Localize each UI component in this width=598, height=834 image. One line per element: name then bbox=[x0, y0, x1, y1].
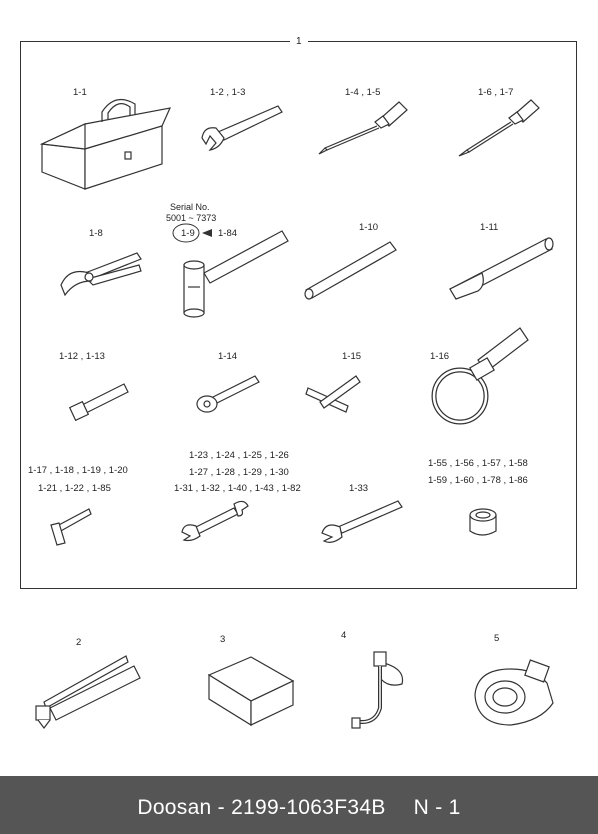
document-code: Doosan - 2199-1063F34B bbox=[137, 796, 386, 819]
footer-bar bbox=[0, 776, 598, 834]
serial-title: Serial No. bbox=[170, 202, 210, 212]
label-hammer: 1-84 bbox=[218, 228, 238, 239]
label-extension: 1-12 , 1-13 bbox=[59, 351, 105, 362]
label-spanner-3: 1-31 , 1-32 , 1-40 , 1-43 , 1-82 bbox=[174, 483, 301, 494]
box-icon bbox=[205, 655, 300, 727]
extension-bar-icon bbox=[68, 380, 133, 425]
frame-label: 1 bbox=[290, 36, 308, 47]
single-spanner-icon bbox=[318, 497, 408, 547]
label-adjustable-wrench: 1-2 , 1-3 bbox=[210, 87, 246, 98]
label-single-spanner: 1-33 bbox=[349, 483, 369, 494]
grease-gun-icon bbox=[30, 652, 145, 737]
ratchet-icon bbox=[195, 372, 265, 422]
label-toolbox: 1-1 bbox=[73, 87, 87, 98]
label-hex-key-1: 1-17 , 1-18 , 1-19 , 1-20 bbox=[28, 465, 128, 476]
label-bar: 1-10 bbox=[359, 222, 379, 233]
bar-icon bbox=[300, 238, 400, 303]
hose-icon bbox=[338, 648, 413, 736]
label-hammer-from: 1-9 bbox=[181, 228, 195, 239]
hex-key-icon bbox=[45, 505, 95, 550]
label-hex-key-2: 1-21 , 1-22 , 1-85 bbox=[38, 483, 111, 494]
screwdriver-phillips-icon bbox=[455, 98, 550, 158]
hammer-icon bbox=[178, 225, 293, 320]
label-spanner-2: 1-27 , 1-28 , 1-29 , 1-30 bbox=[189, 467, 289, 478]
label-filter-wrench: 1-16 bbox=[430, 351, 450, 362]
label-pipe: 1-11 bbox=[480, 222, 499, 233]
toolbox-icon bbox=[40, 84, 175, 194]
label-grease-gun: 2 bbox=[76, 637, 82, 648]
page-number: N - 1 bbox=[413, 796, 461, 819]
label-spanner-1: 1-23 , 1-24 , 1-25 , 1-26 bbox=[189, 450, 289, 461]
adjustable-wrench-icon bbox=[198, 100, 288, 160]
label-screwdriver-phillips: 1-6 , 1-7 bbox=[478, 87, 514, 98]
pliers-icon bbox=[55, 245, 150, 305]
footer-text bbox=[0, 796, 598, 820]
label-pliers: 1-8 bbox=[89, 228, 103, 239]
label-ratchet: 1-14 bbox=[218, 351, 238, 362]
label-screwdriver-flat: 1-4 , 1-5 bbox=[345, 87, 381, 98]
label-socket-2: 1-59 , 1-60 , 1-78 , 1-86 bbox=[428, 475, 528, 486]
label-ring-adapter: 5 bbox=[494, 633, 500, 644]
label-socket-1: 1-55 , 1-56 , 1-57 , 1-58 bbox=[428, 458, 528, 469]
pipe-icon bbox=[442, 233, 557, 303]
screwdriver-flat-icon bbox=[315, 98, 410, 158]
label-t-wrench: 1-15 bbox=[342, 351, 362, 362]
label-hose: 4 bbox=[341, 630, 347, 641]
t-wrench-icon bbox=[300, 372, 370, 422]
double-spanner-icon bbox=[178, 498, 253, 548]
serial-range: 5001 ~ 7373 bbox=[166, 213, 217, 223]
socket-icon bbox=[462, 503, 507, 543]
label-box: 3 bbox=[220, 634, 226, 645]
ring-adapter-icon bbox=[465, 655, 560, 735]
filter-wrench-icon bbox=[428, 322, 538, 432]
